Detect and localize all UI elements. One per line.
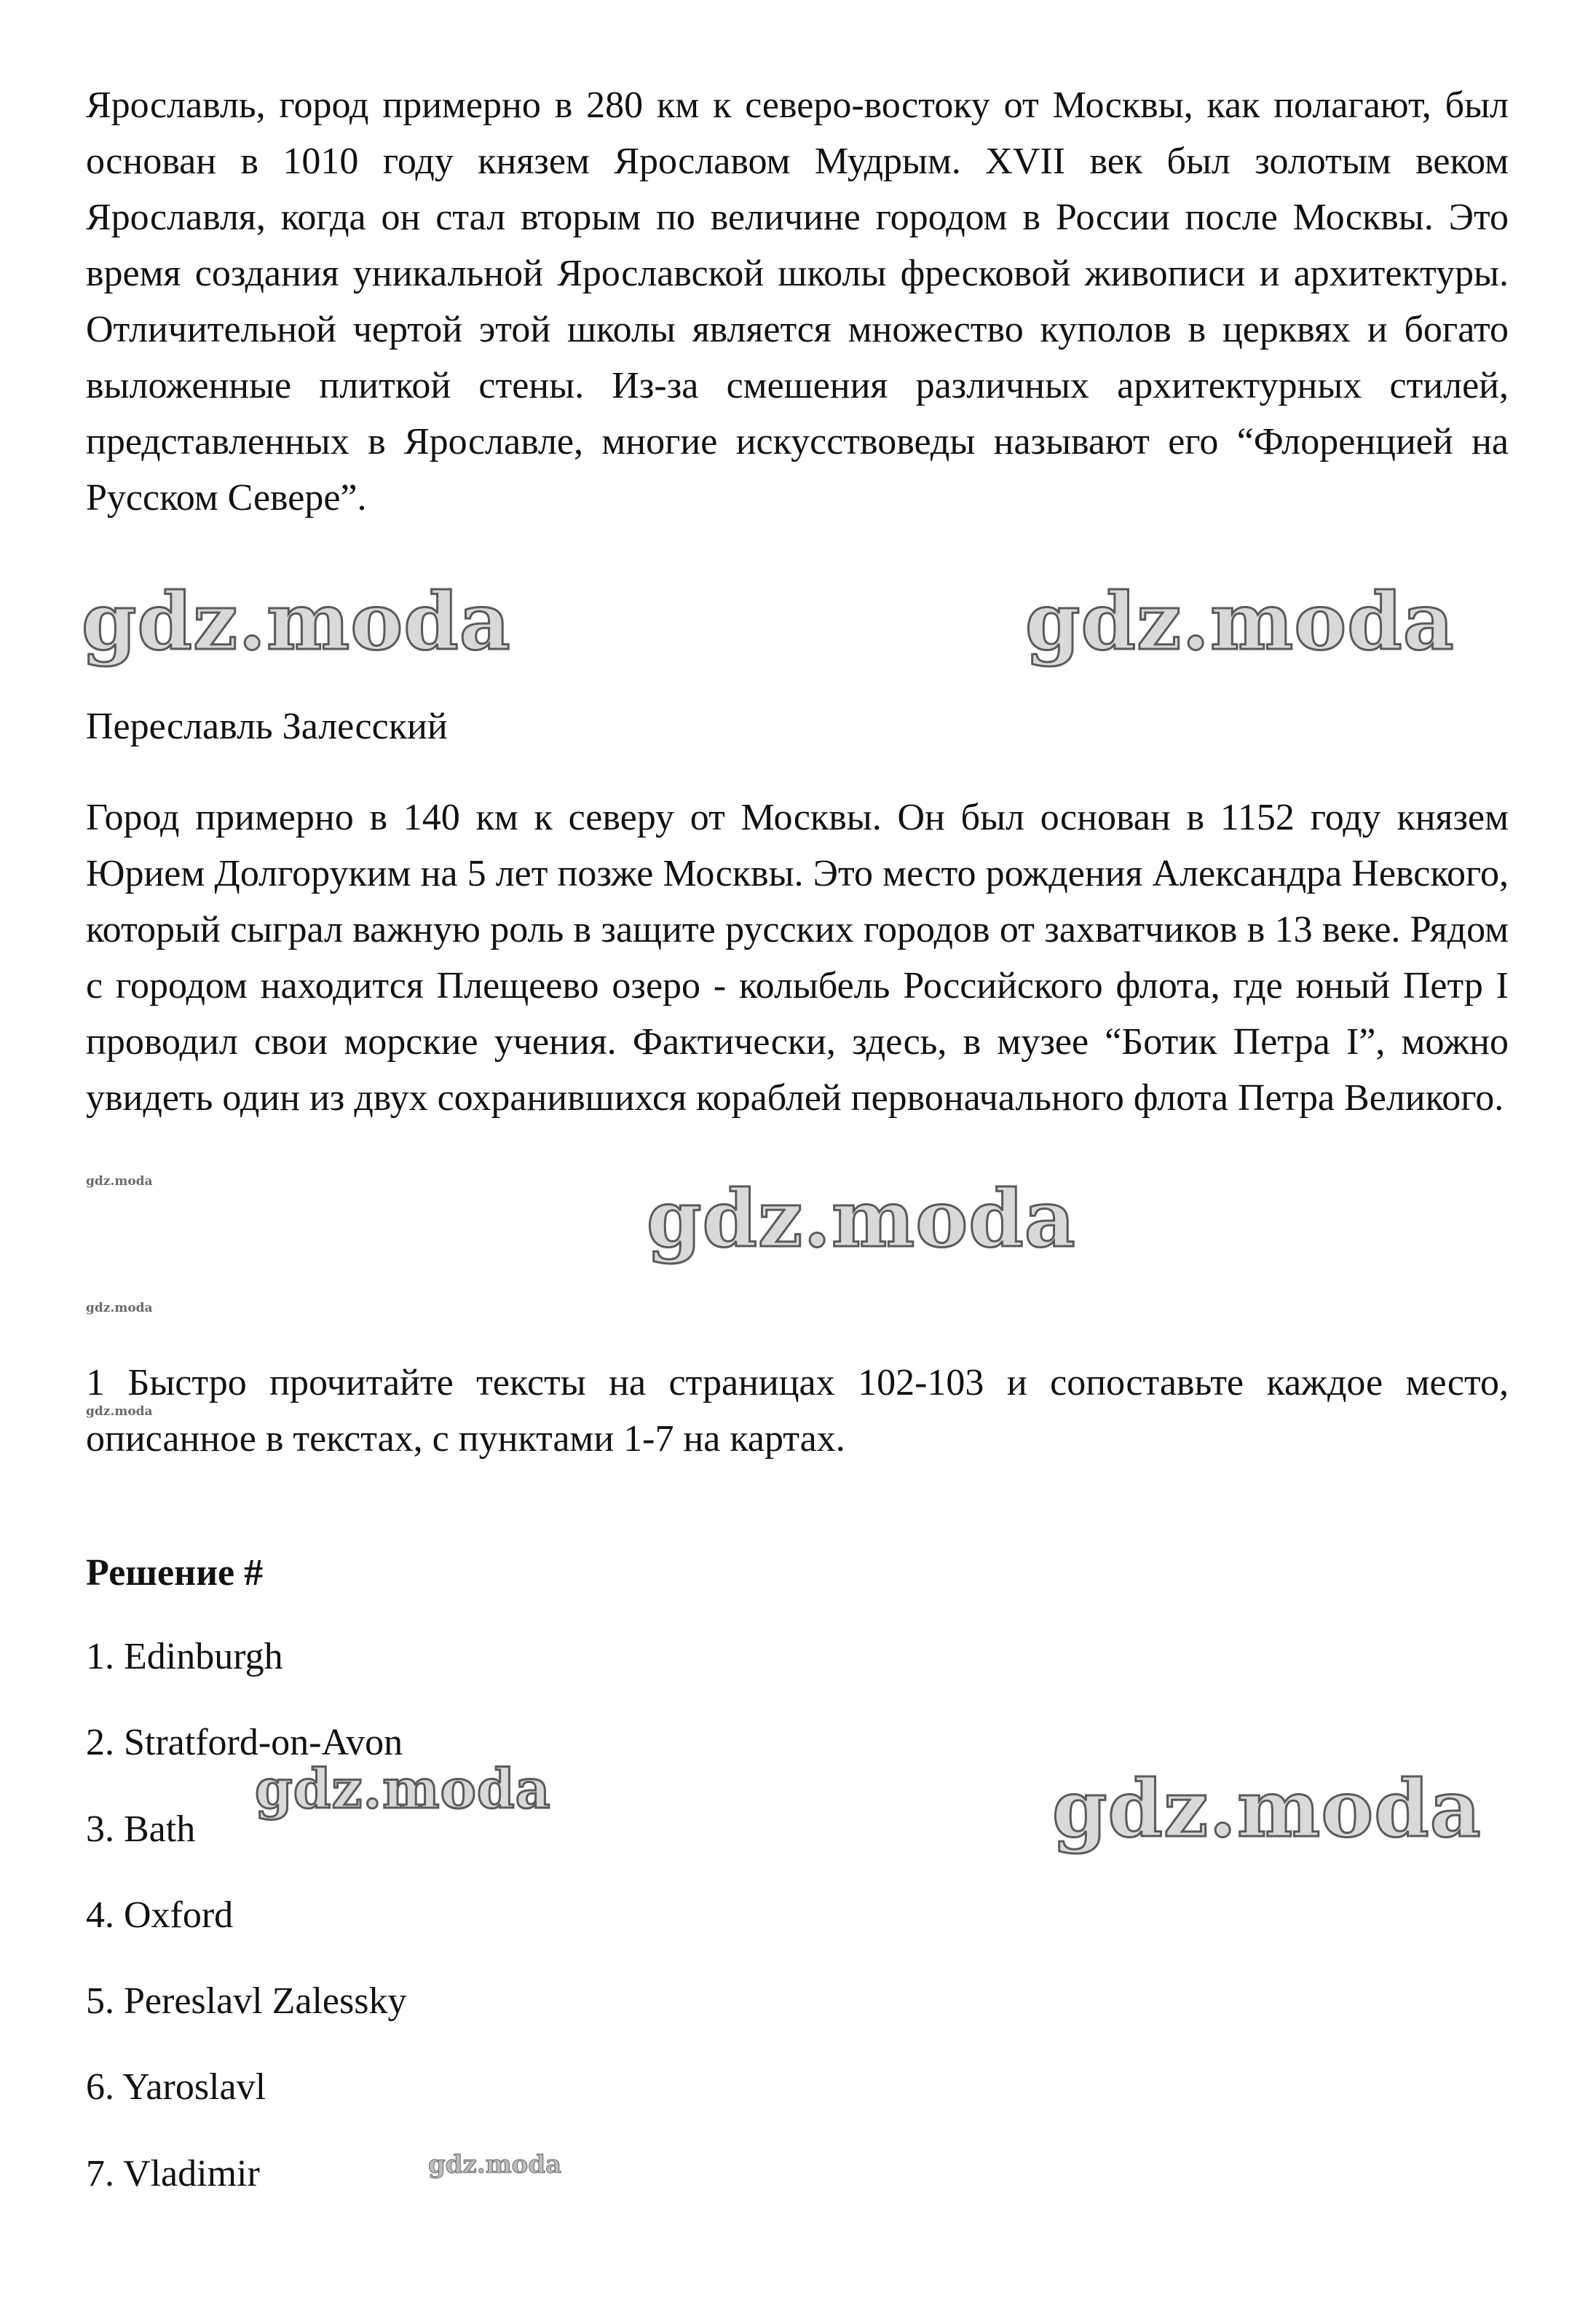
watermark: gdz.moda [82, 576, 511, 668]
list-item: 5. Pereslavl Zalessky [86, 1980, 407, 2022]
task-text: 1 Быстро прочитайте тексты на страницах 102-103 и сопоставьте каждое место, описанное в текстах, с пунктами 1-7 на картах. [86, 1362, 1509, 1460]
watermark-small: gdz.moda [86, 1174, 153, 1189]
list-item: 6. Yaroslavl [86, 2066, 266, 2108]
yaroslavl-paragraph: Ярославль, город примерно в 280 км к северо-востоку от Москвы, как полагают, был основан в 1010 году князем Ярославом Мудрым. XVII век был золотым веком Ярославля, когда он стал вторым по величине городом в России после Москвы. Это время создания уникальной Ярославской школы фресковой живописи и архитектуры. Отличительной чертой этой школы является множество куполов в церквях и богато выложенные плиткой стены. Из-за смешения различных архитектурных стилей, представленных в Ярославле, многие искусствоведы называют его “Флоренцией на Русском Севере”. [86, 84, 1509, 519]
list-item: 3. Bath [86, 1808, 196, 1850]
watermark: gdz.moda [647, 1173, 1076, 1265]
watermark: gdz.moda [255, 1758, 551, 1821]
watermark: gdz.moda [1052, 1763, 1482, 1855]
watermark: gdz.moda [1025, 576, 1455, 668]
list-item: 1. Edinburgh [86, 1636, 283, 1677]
pereslavl-paragraph: Город примерно в 140 км к северу от Москвы. Он был основан в 1152 году князем Юрием Долгоруким на 5 лет позже Москвы. Это место рождения Александра Невского, который сыграл важную роль в защите русских городов от захватчиков в 13 веке. Рядом с городом находится Плещеево озеро - колыбель Российского флота, где юный Петр I проводил свои морские учения. Фактически, здесь, в музее “Ботик Петра I”, можно увидеть один из двух сохранившихся кораблей первоначального флота Петра Великого. [86, 797, 1509, 1119]
list-item: 7. Vladimir [86, 2153, 260, 2194]
watermark: gdz.moda [428, 2150, 562, 2179]
list-item: 2. Stratford-on-Avon [86, 1722, 403, 1763]
list-item: 4. Oxford [86, 1894, 234, 1936]
watermark-small: gdz.moda [86, 1404, 153, 1419]
section-heading-pereslavl: Переславль Залесский [86, 706, 448, 747]
watermark-small: gdz.moda [86, 1301, 153, 1315]
solution-heading: Решение # [86, 1552, 264, 1594]
